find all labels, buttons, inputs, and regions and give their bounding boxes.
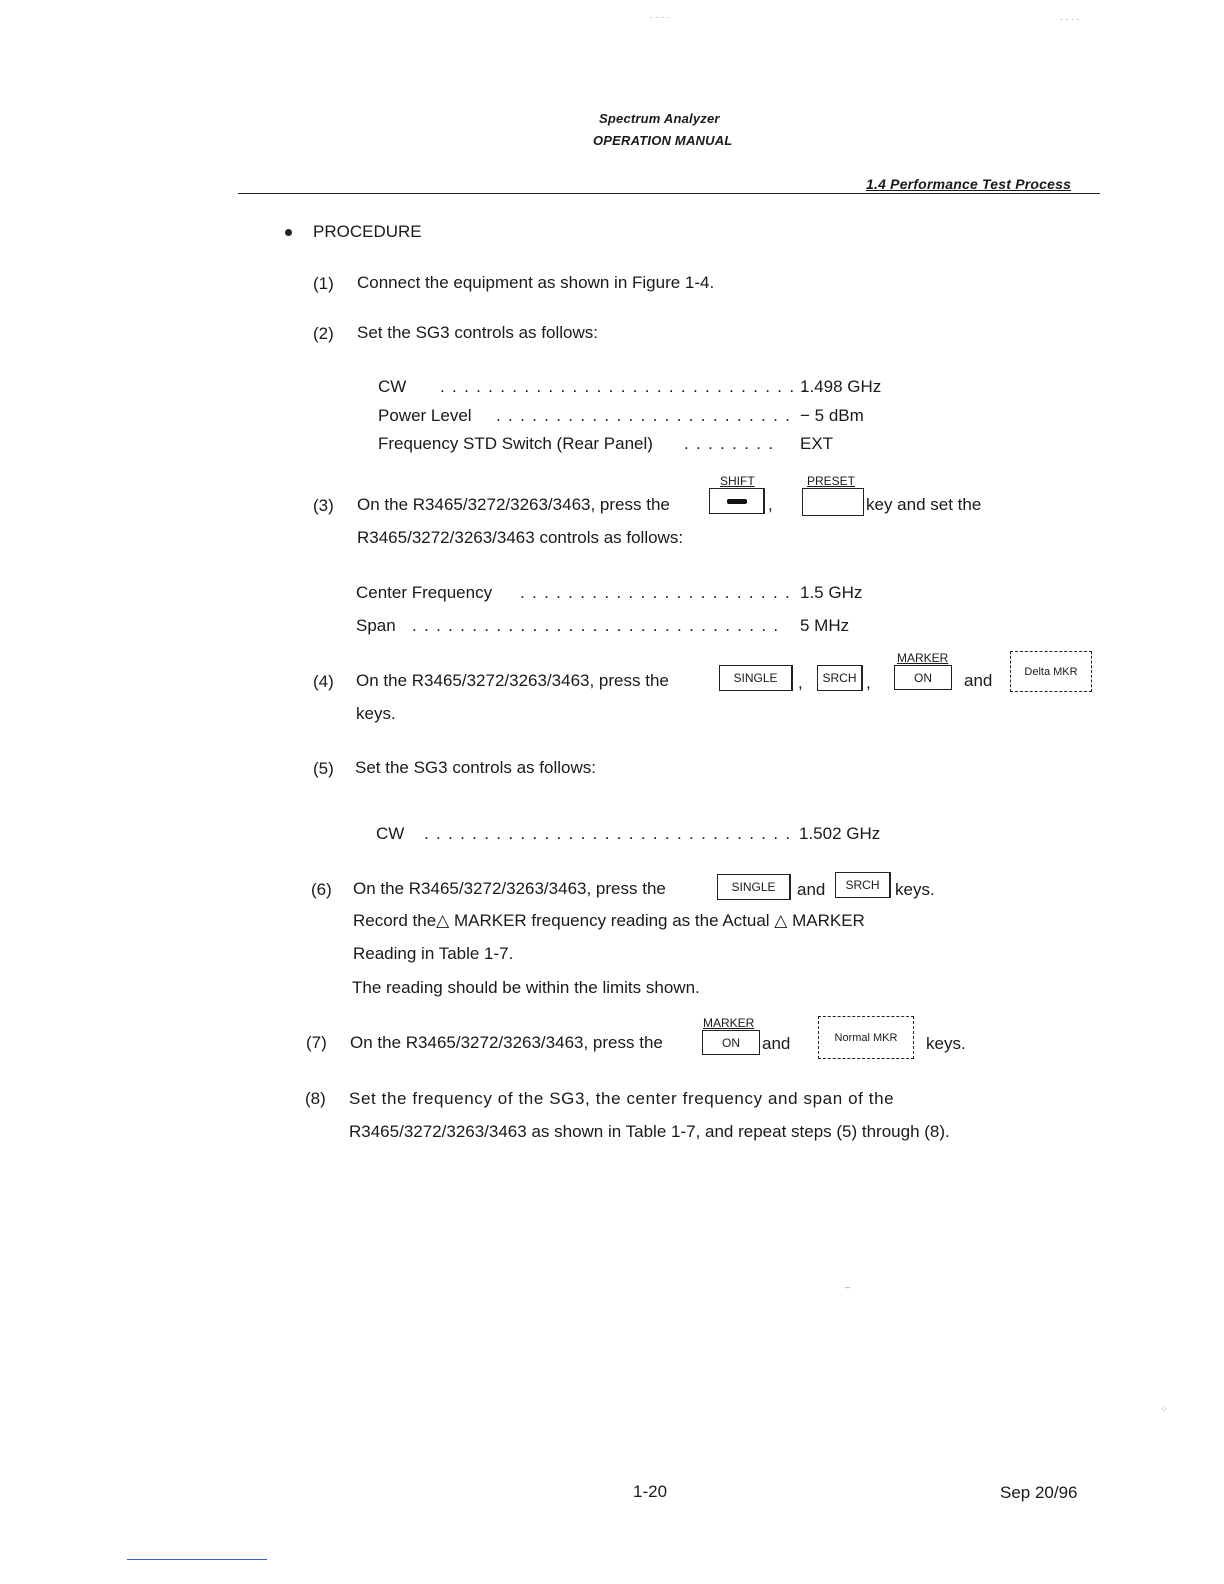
and-text: and [762, 1034, 791, 1053]
step-text: On the R3465/3272/3263/3463, press the [357, 495, 670, 514]
step-text: Connect the equipment as shown in Figure 1-4. [357, 273, 715, 292]
preset-key-label: PRESET [807, 474, 856, 488]
shift-key[interactable] [709, 488, 765, 514]
leader-dots: . . . . . . . . [684, 434, 775, 453]
setting-value: 5 MHz [800, 616, 850, 635]
setting-label: Frequency STD Switch (Rear Panel) [378, 434, 653, 453]
step-number: (5) [313, 759, 334, 778]
leader-dots: . . . . . . . . . . . . . . . . . . . . . . . . . . . . . . . [412, 616, 780, 635]
header-rule [238, 193, 1100, 194]
setting-label: Span [356, 616, 396, 635]
setting-value: 1.502 GHz [799, 824, 881, 843]
step-number: (2) [313, 324, 334, 343]
comma: , [866, 673, 871, 692]
setting-value: 1.5 GHz [800, 583, 863, 602]
step-number: (3) [313, 496, 334, 515]
delta-mkr-softkey[interactable]: Delta MKR [1010, 651, 1092, 692]
shift-dash-icon [727, 499, 747, 504]
setting-label: Center Frequency [356, 583, 493, 602]
comma: , [798, 673, 803, 692]
setting-label: Power Level [378, 406, 472, 425]
leader-dots: . . . . . . . . . . . . . . . . . . . . . . . [520, 583, 792, 602]
scan-underline-artifact [127, 1559, 267, 1560]
step-number: (6) [311, 880, 332, 899]
preset-key[interactable] [802, 488, 864, 516]
step-number: (7) [306, 1033, 327, 1052]
scan-speck: – [845, 1282, 851, 1292]
step-text: Set the SG3 controls as follows: [355, 758, 596, 777]
step-number: (8) [305, 1089, 326, 1108]
step-text: Record the△ MARKER frequency reading as the Actual △ MARKER [353, 911, 865, 930]
procedure-heading: PROCEDURE [313, 222, 422, 241]
section-title: 1.4 Performance Test Process [866, 176, 1072, 192]
leader-dots: . . . . . . . . . . . . . . . . . . . . . . . . . . . . . . . [424, 824, 792, 843]
bullet-icon [285, 229, 292, 236]
setting-value: 1.498 GHz [800, 377, 882, 396]
step-text: keys. [895, 880, 935, 899]
doc-title: Spectrum Analyzer [599, 111, 720, 126]
step-text: On the R3465/3272/3263/3463, press the [353, 879, 666, 898]
step-text: On the R3465/3272/3263/3463, press the [356, 671, 669, 690]
step-text: Set the SG3 controls as follows: [357, 323, 598, 342]
step-number: (4) [313, 672, 334, 691]
srch-key[interactable]: SRCH [817, 665, 863, 691]
step-text: keys. [926, 1034, 966, 1053]
step-text: The reading should be within the limits shown. [352, 978, 700, 997]
page-date: Sep 20/96 [1000, 1483, 1078, 1502]
scan-speck: ⁘ [1160, 1404, 1168, 1414]
marker-key-label: MARKER [897, 651, 949, 665]
step-text: key and set the [866, 495, 982, 514]
setting-value: EXT [800, 434, 834, 453]
step-text: R3465/3272/3263/3463 as shown in Table 1-7, and repeat steps (5) through (8). [349, 1122, 950, 1141]
marker-on-key[interactable]: ON [702, 1030, 760, 1055]
comma: , [768, 495, 773, 514]
srch-key[interactable]: SRCH [835, 872, 891, 898]
step-text: keys. [356, 704, 396, 723]
doc-subtitle: OPERATION MANUAL [593, 133, 733, 148]
setting-label: CW [378, 377, 407, 396]
single-key[interactable]: SINGLE [719, 665, 793, 691]
marker-on-key[interactable]: ON [894, 665, 952, 690]
scan-speck: · · · · [650, 12, 670, 22]
shift-key-label: SHIFT [720, 474, 755, 488]
step-text: R3465/3272/3263/3463 controls as follows: [357, 528, 684, 547]
scan-speck: · · · · [1060, 14, 1080, 24]
setting-label: CW [376, 824, 405, 843]
page-number: 1-20 [633, 1482, 668, 1501]
and-text: and [964, 671, 993, 690]
leader-dots: . . . . . . . . . . . . . . . . . . . . . . . . . . . . . . . [440, 377, 808, 396]
step-number: (1) [313, 274, 334, 293]
leader-dots: . . . . . . . . . . . . . . . . . . . . . . . . . [496, 406, 792, 425]
marker-key-label: MARKER [703, 1016, 755, 1030]
step-text: On the R3465/3272/3263/3463, press the [350, 1033, 663, 1052]
setting-value: − 5 dBm [800, 406, 864, 425]
and-text: and [797, 880, 826, 899]
step-text: Reading in Table 1-7. [353, 944, 514, 963]
step-text: Set the frequency of the SG3, the center frequency and span of the [349, 1089, 895, 1108]
normal-mkr-softkey[interactable]: Normal MKR [818, 1016, 914, 1059]
single-key[interactable]: SINGLE [717, 874, 791, 900]
